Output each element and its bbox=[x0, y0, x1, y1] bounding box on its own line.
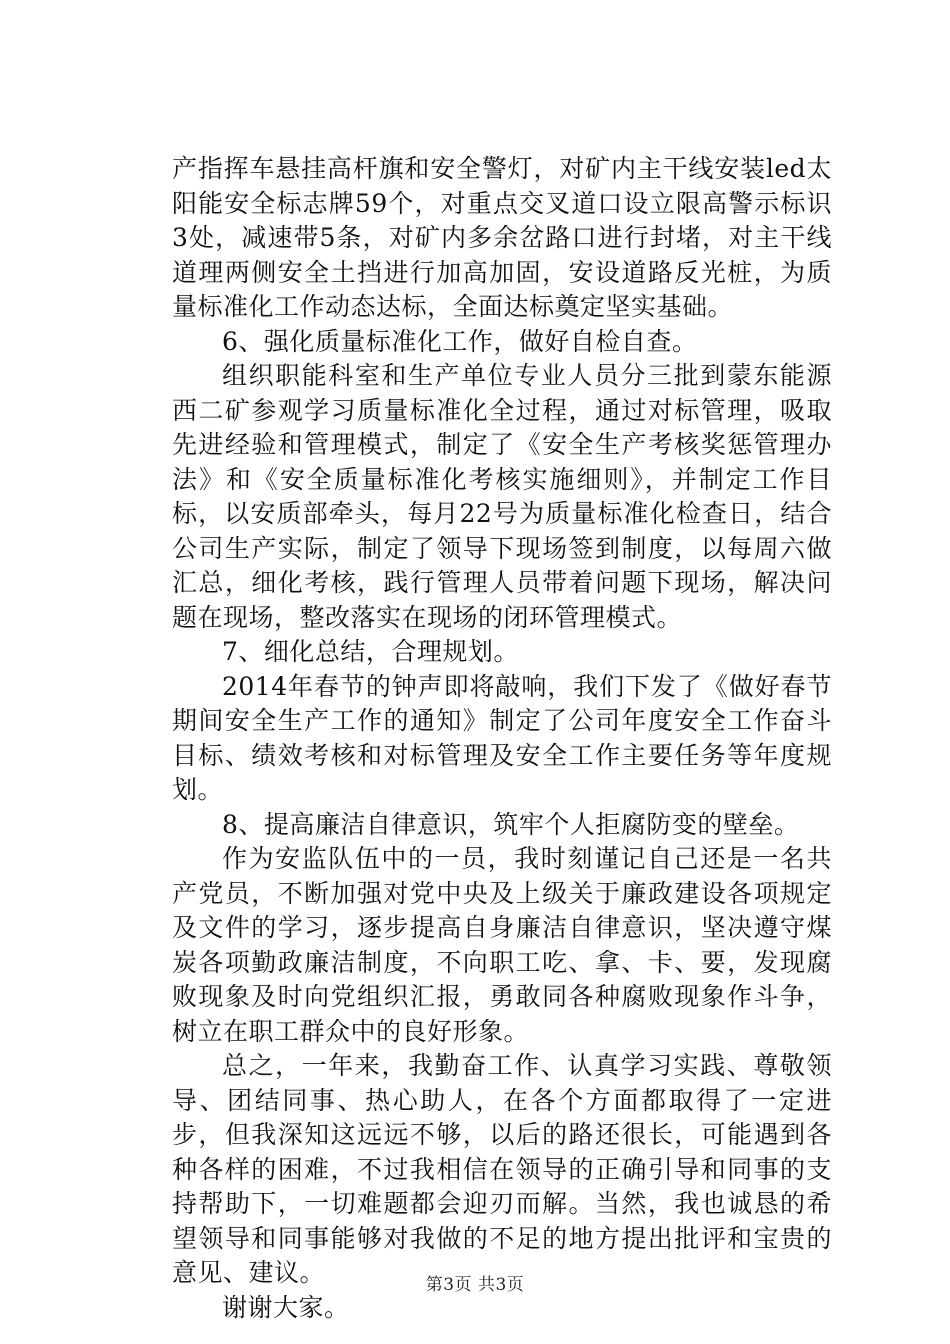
paragraph-section-6: 组织职能科室和生产单位专业人员分三批到蒙东能源西二矿参观学习质量标准化全过程，通过对标管理，吸取先进经验和管理模式，制定了《安全生产考核奖惩管理办法》和《安全质量标准化考核实施细则》，并制定工作目标，以安质部牵头，每月22号为质量标准化检查日，结合公司生产实际，制定了领导下现场签到制度，以每周六做汇总，细化考核，践行管理人员带着问题下现场，解决问题在现场，整改落实在现场的闭环管理模式。 bbox=[172, 361, 832, 632]
paragraph-continuation: 产指挥车悬挂高杆旗和安全警灯，对矿内主干线安装led太阳能安全标志牌59个，对重点交叉道口设立限高警示标识3处，减速带5条，对矿内多余岔路口进行封堵，对主干线道理两侧安全土挡进行加高加固，安设道路反光桩，为质量标准化工作动态达标，全面达标奠定坚实基础。 bbox=[172, 154, 832, 321]
section-heading-8: 8、提高廉洁自律意识，筑牢个人拒腐防变的壁垒。 bbox=[222, 809, 800, 839]
paragraph-section-7: 2014年春节的钟声即将敲响，我们下发了《做好春节期间安全生产工作的通知》制定了公司年度安全工作奋斗目标、绩效考核和对标管理及安全工作主要任务等年度规划。 bbox=[172, 671, 832, 804]
document-body bbox=[172, 152, 832, 1325]
section-heading-7: 7、细化总结，合理规划。 bbox=[222, 637, 519, 666]
paragraph-closing: 谢谢大家。 bbox=[222, 1292, 350, 1322]
section-heading-6: 6、强化质量标准化工作，做好自检自查。 bbox=[222, 326, 698, 356]
paragraph-summary: 总之，一年来，我勤奋工作、认真学习实践、尊敬领导、团结同事、热心助人，在各个方面都取得了一定进步，但我深知这远远不够，以后的路还很长，可能遇到各种各样的困难，不过我相信在领导的正确引导和同事的支持帮助下，一切难题都会迎刃而解。当然，我也诚恳的希望领导和同事能够对我做的不足的地方提出批评和宝贵的意见、建议。 bbox=[172, 1051, 832, 1287]
page-footer: 第3页 共3页 bbox=[425, 1275, 525, 1295]
paragraph-section-8: 作为安监队伍中的一员，我时刻谨记自己还是一名共产党员，不断加强对党中央及上级关于廉政建设各项规定及文件的学习，逐步提高自身廉洁自律意识，坚决遵守煤炭各项勤政廉洁制度，不向职工吃、拿、卡、要，发现腐败现象及时向党组织汇报，勇敢同各种腐败现象作斗争，树立在职工群众中的良好形象。 bbox=[172, 844, 832, 1046]
